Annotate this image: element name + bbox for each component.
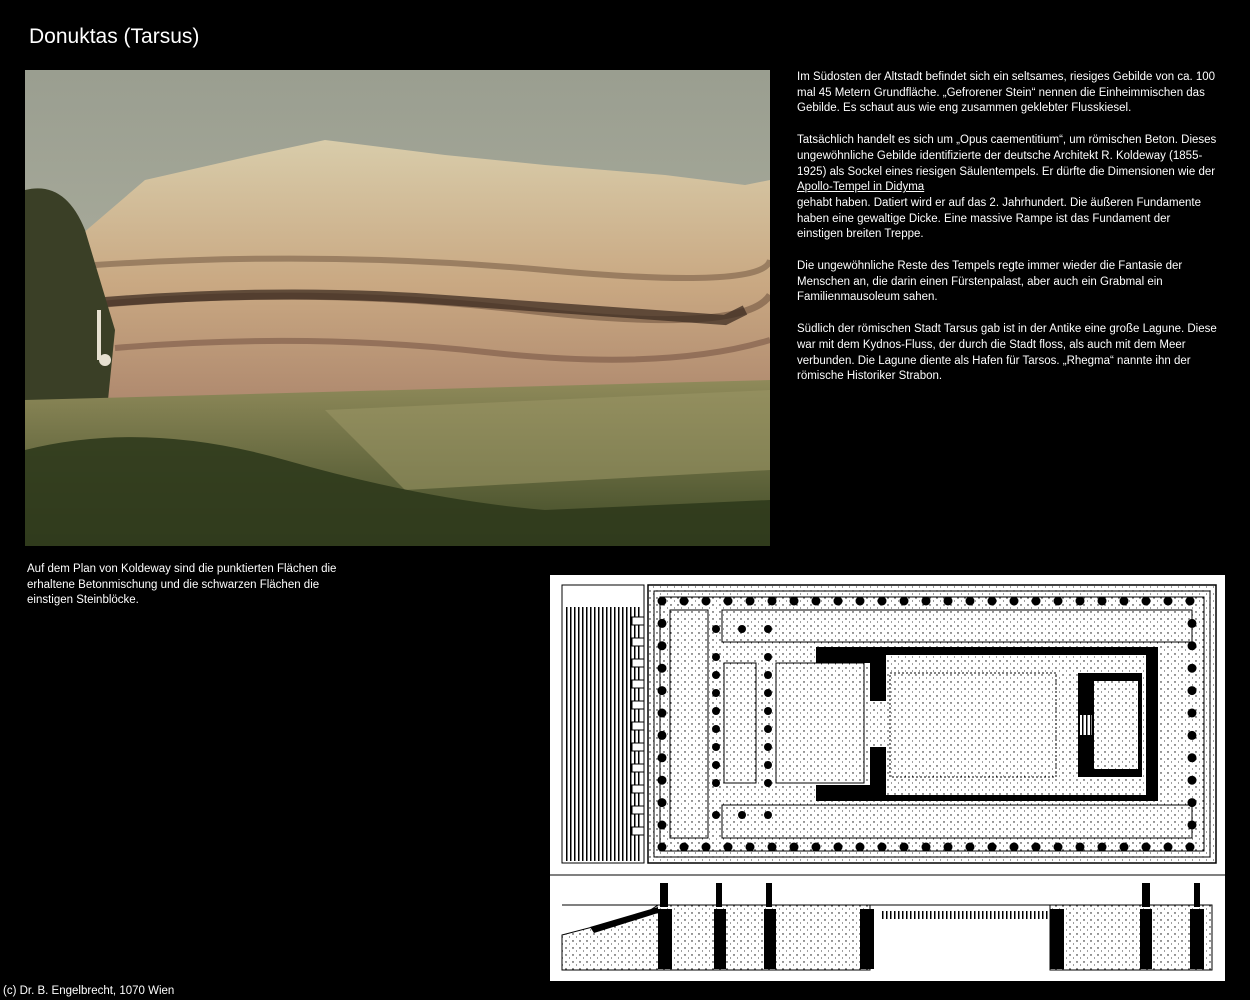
column-mark <box>764 761 772 769</box>
column-mark <box>712 707 720 715</box>
column-mark <box>1142 843 1151 852</box>
column-mark <box>1054 597 1063 606</box>
column-mark <box>966 843 975 852</box>
page-title: Donuktas (Tarsus) <box>29 25 200 48</box>
column-mark <box>1188 776 1197 785</box>
column-mark <box>1186 597 1195 606</box>
column-mark <box>1032 843 1041 852</box>
column-mark <box>922 597 931 606</box>
article-paragraph-2-start: Tatsächlich handelt es sich um „Opus caementitium“, um römischen Beton. Dieses ungewöhnliche Gebilde identifizierte der deutsche Architekt R. Koldeway (1855-1925) als Sockel eines riesigen Säulentempels. Er dürfte die Dimensionen wie der <box>797 134 1217 178</box>
column-mark <box>764 779 772 787</box>
column-mark <box>724 597 733 606</box>
column-mark <box>738 811 746 819</box>
column-mark <box>1164 843 1173 852</box>
column-mark <box>856 843 865 852</box>
column-mark <box>1098 843 1107 852</box>
column-mark <box>856 597 865 606</box>
column-mark <box>812 597 821 606</box>
column-mark <box>944 597 953 606</box>
column-mark <box>834 597 843 606</box>
column-mark <box>724 843 733 852</box>
column-mark <box>1188 753 1197 762</box>
column-mark <box>1076 843 1085 852</box>
column-mark <box>790 597 799 606</box>
copyright-footer: (c) Dr. B. Engelbrecht, 1070 Wien <box>3 985 175 997</box>
column-mark <box>878 843 887 852</box>
column-mark <box>922 843 931 852</box>
article-paragraph-1: Im Südosten der Altstadt befindet sich ein seltsames, riesiges Gebilde von ca. 100 mal 45 Metern Grundfläche. „Gefrorener Stein“ nennen die Einheimmischen das Gebilde. Es schaut aus wie eng zusammen geklebter Flusskiesel. <box>797 71 1216 115</box>
column-mark <box>680 597 689 606</box>
plan-caption: Auf dem Plan von Koldeway sind die punktierten Flächen die erhaltene Betonmischung und die schwarzen Flächen die einstigen Steinblöcke. <box>27 563 337 607</box>
column-mark <box>1010 597 1019 606</box>
article-text <box>797 70 1217 401</box>
column-mark <box>1188 731 1197 740</box>
column-mark <box>764 689 772 697</box>
column-mark <box>712 625 720 633</box>
column-mark <box>712 653 720 661</box>
column-mark <box>712 761 720 769</box>
stair-block <box>632 743 644 751</box>
column-mark <box>712 671 720 679</box>
column-mark <box>712 689 720 697</box>
column-mark <box>658 798 667 807</box>
column-mark <box>764 671 772 679</box>
column-mark <box>966 597 975 606</box>
column-mark <box>944 843 953 852</box>
article-paragraph-4: Südlich der römischen Stadt Tarsus gab ist in der Antike eine große Lagune. Diese war mit dem Kydnos-Fluss, der durch die Stadt floss, als auch mit dem Meer verbunden. Die Lagune diente als Hafen für Tarsos. „Rhegma“ nannte ihn der römische Historiker Strabon. <box>797 323 1217 383</box>
column-mark <box>658 709 667 718</box>
column-mark <box>790 843 799 852</box>
column-mark <box>1098 597 1107 606</box>
stair-block <box>632 680 644 688</box>
article-paragraph-3: Die ungewöhnliche Reste des Tempels regte immer wieder die Fantasie der Menschen an, die darin einen Fürstenpalast, aber auch ein Grabmal ein Familienmausoleum sahen. <box>797 260 1183 304</box>
column-mark <box>900 597 909 606</box>
column-mark <box>658 664 667 673</box>
stair-block <box>632 827 644 835</box>
ruin-photo <box>25 70 770 546</box>
temple-plan-drawing <box>550 575 1225 981</box>
stair-block <box>632 617 644 625</box>
ruin-photo-drawing <box>25 70 770 546</box>
column-mark <box>658 821 667 830</box>
column-mark <box>768 597 777 606</box>
column-mark <box>764 811 772 819</box>
stair-block <box>632 659 644 667</box>
stair-block <box>632 638 644 646</box>
column-mark <box>1188 686 1197 695</box>
column-mark <box>658 753 667 762</box>
column-mark <box>1188 821 1197 830</box>
column-mark <box>738 625 746 633</box>
column-mark <box>702 597 711 606</box>
column-mark <box>712 725 720 733</box>
column-mark <box>764 707 772 715</box>
stair-block <box>632 785 644 793</box>
column-mark <box>1010 843 1019 852</box>
stair-block <box>632 764 644 772</box>
column-mark <box>1188 619 1197 628</box>
column-mark <box>834 843 843 852</box>
column-mark <box>712 811 720 819</box>
column-mark <box>764 653 772 661</box>
article-paragraph-2-end: gehabt haben. Datiert wird er auf das 2. Jahrhundert. Die äußeren Fundamente haben eine gewaltige Dicke. Eine massive Rampe ist das Fundament der einstigen breiten Treppe. <box>797 196 1202 241</box>
column-mark <box>1054 843 1063 852</box>
column-mark <box>1142 597 1151 606</box>
column-mark <box>878 597 887 606</box>
column-mark <box>658 731 667 740</box>
article-paragraph-2 <box>797 133 1217 243</box>
column-mark <box>764 725 772 733</box>
column-mark <box>1120 597 1129 606</box>
column-mark <box>988 843 997 852</box>
column-mark <box>900 843 909 852</box>
column-mark <box>1188 641 1197 650</box>
column-mark <box>658 843 667 852</box>
column-mark <box>1188 798 1197 807</box>
column-mark <box>702 843 711 852</box>
stair-block <box>632 806 644 814</box>
column-mark <box>658 686 667 695</box>
apollo-tempel-link[interactable]: Apollo-Tempel in Didyma <box>797 181 925 194</box>
column-mark <box>764 743 772 751</box>
column-mark <box>746 597 755 606</box>
column-mark <box>680 843 689 852</box>
column-mark <box>658 597 667 606</box>
column-mark <box>1164 597 1173 606</box>
column-mark <box>988 597 997 606</box>
column-mark <box>812 843 821 852</box>
column-mark <box>658 619 667 628</box>
column-mark <box>712 743 720 751</box>
column-mark <box>1188 709 1197 718</box>
column-mark <box>1120 843 1129 852</box>
column-mark <box>1076 597 1085 606</box>
column-mark <box>1032 597 1041 606</box>
column-mark <box>764 625 772 633</box>
stair-block <box>632 701 644 709</box>
column-mark <box>712 779 720 787</box>
column-mark <box>1186 843 1195 852</box>
column-mark <box>746 843 755 852</box>
column-mark <box>768 843 777 852</box>
column-mark <box>658 776 667 785</box>
column-mark <box>658 641 667 650</box>
temple-plan <box>550 575 1225 981</box>
stair-block <box>632 722 644 730</box>
column-mark <box>1188 664 1197 673</box>
